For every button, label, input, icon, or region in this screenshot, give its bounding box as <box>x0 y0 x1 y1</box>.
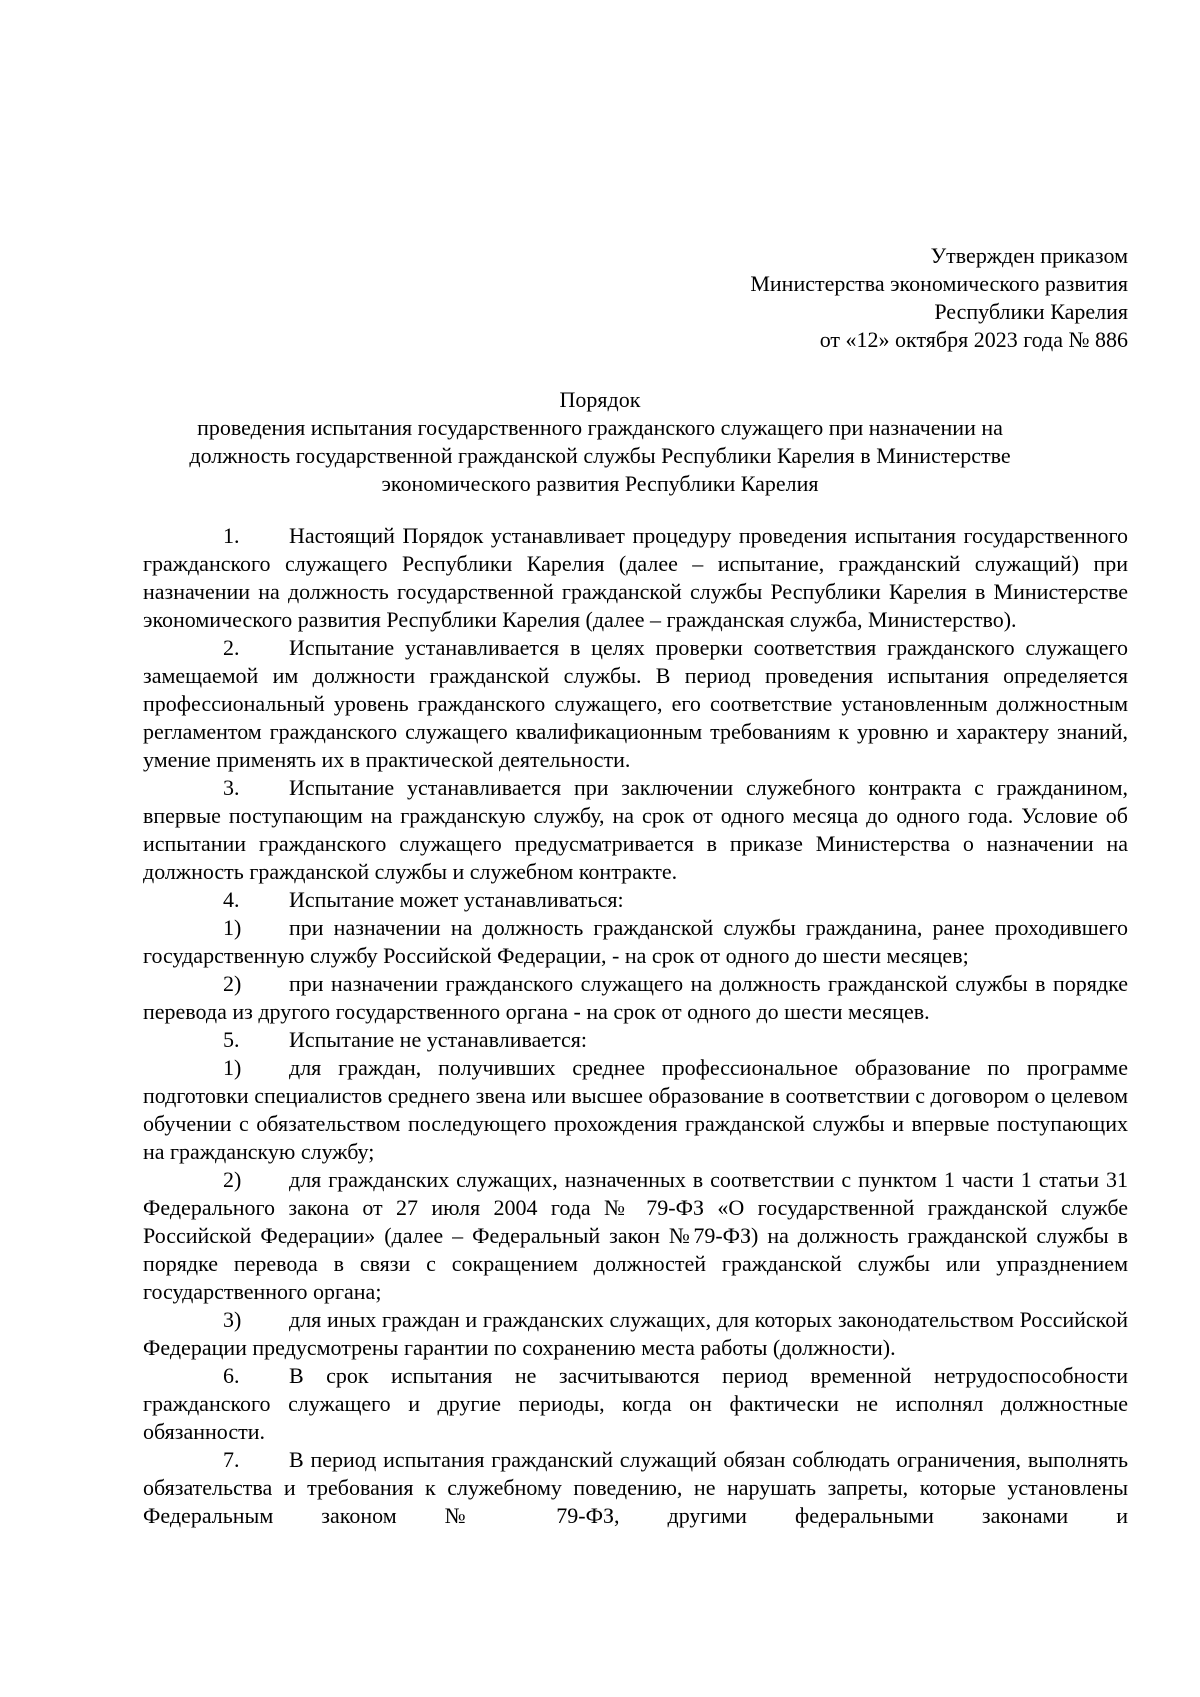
subitem-number: 2) <box>223 971 242 996</box>
paragraph-text: для граждан, получивших среднее профессиональное образование по программе подготовки специалистов среднего звена или высшее образование в соответствии с договором о целевом обучении с обязательством последующего прохождения гражданской службы и впервые поступающих на гражданскую службу; <box>143 1055 1128 1164</box>
approval-line: от «12» октября 2023 года № 886 <box>819 327 1128 352</box>
paragraph-text: при назначении гражданского служащего на должность гражданской службы в порядке перевода из другого государственного органа - на срок от одного до шести месяцев. <box>143 971 1128 1024</box>
paragraph-text: Испытание устанавливается при заключении служебного контракта с гражданином, впервые поступающим на гражданскую службу, на срок от одного месяца до одного года. Условие об испытании гражданского служащего предусматривается в приказе Министерства о назначении на должность гражданской службы и служебном контракте. <box>143 775 1128 884</box>
paragraph-4-2 <box>143 970 1128 1026</box>
paragraph-text: В срок испытания не засчитываются период временной нетрудоспособности гражданского служащего и другие периоды, когда он фактически не исполнял должностные обязанности. <box>143 1363 1128 1444</box>
subitem-number: 1) <box>223 915 242 940</box>
paragraph-4-1 <box>143 914 1128 970</box>
paragraph-text: для иных граждан и гражданских служащих, для которых законодательством Российской Федерации предусмотрены гарантии по сохранению места работы (должности). <box>143 1307 1128 1360</box>
paragraph-5 <box>143 1026 1128 1054</box>
paragraph-5-1 <box>143 1054 1128 1166</box>
paragraph-number: 3. <box>223 775 240 800</box>
paragraph-text: Испытание может устанавливаться: <box>289 887 624 912</box>
paragraph-number: 1. <box>223 523 240 548</box>
paragraph-3 <box>143 774 1128 886</box>
subitem-number: 1) <box>223 1055 242 1080</box>
paragraph-5-3 <box>143 1306 1128 1362</box>
paragraph-4 <box>143 886 1128 914</box>
paragraph-number: 6. <box>223 1363 240 1388</box>
paragraph-6 <box>143 1362 1128 1446</box>
subitem-number: 3) <box>223 1307 242 1332</box>
paragraph-number: 2. <box>223 635 240 660</box>
subitem-number: 2) <box>223 1167 242 1192</box>
paragraph-1 <box>143 522 1128 634</box>
title-line: проведения испытания государственного гражданского служащего при назначении на <box>197 415 1003 440</box>
approval-line: Республики Карелия <box>934 299 1128 324</box>
paragraph-text: Испытание устанавливается в целях проверки соответствия гражданского служащего замещаемой им должности гражданской службы. В период проведения испытания определяется профессиональный уровень гражданского служащего, его соответствие установленным должностным регламентом гражданского служащего квалификационным требованиям к уровню и характеру знаний, умение применять их в практической деятельности. <box>143 635 1128 772</box>
document-title <box>130 386 1070 498</box>
paragraph-number: 7. <box>223 1447 240 1472</box>
paragraph-text: Испытание не устанавливается: <box>289 1027 588 1052</box>
document-body <box>143 522 1128 1530</box>
paragraph-7 <box>143 1446 1128 1530</box>
title-line: экономического развития Республики Карелия <box>381 471 819 496</box>
title-heading: Порядок <box>559 387 641 412</box>
paragraph-2 <box>143 634 1128 774</box>
paragraph-number: 4. <box>223 887 240 912</box>
paragraph-text: В период испытания гражданский служащий обязан соблюдать ограничения, выполнять обязательства и требования к служебному поведению, не нарушать запреты, которые установлены Федеральным законом № 79-ФЗ, другими федеральными законами и <box>143 1447 1128 1528</box>
title-line: должность государственной гражданской службы Республики Карелия в Министерстве <box>189 443 1011 468</box>
paragraph-text: для гражданских служащих, назначенных в соответствии с пунктом 1 части 1 статьи 31 Федерального закона от 27 июля 2004 года № 79-ФЗ «О государственной гражданской службе Российской Федерации» (далее – Федеральный закон №79-ФЗ) на должность гражданской службы в порядке перевода в связи с сокращением должностей гражданской службы или упразднением государственного органа; <box>143 1167 1128 1304</box>
approval-line: Министерства экономического развития <box>750 271 1128 296</box>
approval-stamp-block <box>750 242 1128 354</box>
paragraph-text: Настоящий Порядок устанавливает процедуру проведения испытания государственного гражданского служащего Республики Карелия (далее – испытание, гражданский служащий) при назначении на должность государственной гражданской службы Республики Карелия в Министерстве экономического развития Республики Карелия (далее – гражданская служба, Министерство). <box>143 523 1128 632</box>
paragraph-number: 5. <box>223 1027 240 1052</box>
approval-line: Утвержден приказом <box>930 243 1128 268</box>
paragraph-5-2 <box>143 1166 1128 1306</box>
paragraph-text: при назначении на должность гражданской службы гражданина, ранее проходившего государственную службу Российской Федерации, - на срок от одного до шести месяцев; <box>143 915 1128 968</box>
